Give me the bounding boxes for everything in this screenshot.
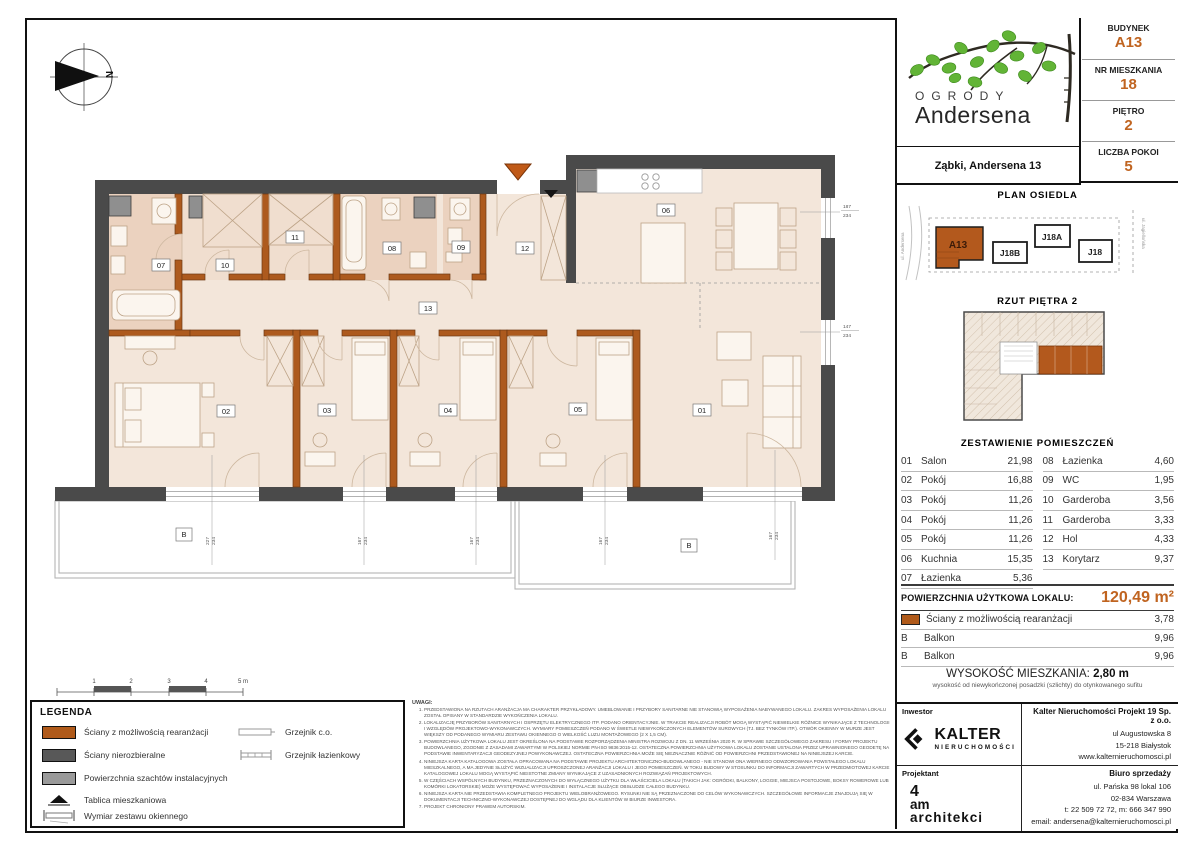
room-row: 11 Garderoba 3,33 (1043, 511, 1175, 531)
logo-andersena: Andersena (915, 102, 1031, 128)
svg-text:3: 3 (167, 679, 171, 685)
svg-text:09: 09 (456, 243, 466, 252)
svg-text:234: 234 (364, 536, 369, 545)
note-item: 6. NINIEJSZA KARTA NIE PRZEDSTAWIA KOMPLETNEGO PROJEKTU WIELOBRANŻOWEGO. RYSUNKI NIE SĄ PRZEZNACZONE DO CELÓW WYKONAWCZYCH. SZCZEGÓŁOWE INFORMACJE ZNAJDUJĄ SIĘ W DOKUMENTACJI TECHNICZNO-WYKONAWCZEJ DOSTĘPNEJ DO WGLĄDU DLA KLIENTÓW W BIURZE INWESTORA. (424, 791, 892, 803)
dark-wall-swatch (42, 749, 76, 762)
extra-row-walls: Ściany z możliwością rearanżacji 3,78 (901, 611, 1174, 630)
svg-text:5 m: 5 m (237, 679, 249, 685)
rooms-table (901, 452, 1174, 589)
height-value: 2,80 m (1093, 668, 1129, 680)
svg-text:11: 11 (291, 233, 299, 242)
svg-text:J18: J18 (1087, 247, 1103, 257)
svg-text:A13: A13 (948, 240, 968, 251)
rooms-table-title: ZESTAWIENIE POMIESZCZEŃ (960, 438, 1115, 449)
legend-item-orange-walls: Ściany z możliwością rearanżacji (42, 724, 208, 740)
svg-text:234: 234 (605, 536, 610, 545)
svg-text:147: 147 (843, 325, 852, 330)
svg-text:234: 234 (843, 334, 852, 339)
info-row-budynek: BUDYNEK A13 (1107, 23, 1150, 51)
kalter-mark-icon (902, 722, 928, 756)
extra-row-balcony-2: B Balkon 9,96 (901, 648, 1174, 667)
extra-row-balcony-1: B Balkon 9,96 (901, 630, 1174, 649)
svg-text:02: 02 (221, 407, 231, 416)
street-label-left: ul. Andersena (900, 232, 905, 260)
floor-overview-title: RZUT PIĘTRA 2 (997, 296, 1078, 307)
orange-wall-swatch (42, 726, 76, 739)
note-item: 2. LOKALIZACJĘ PRZYBORÓW SANITARNYCH I OSPRZĘTU ELEKTRYCZNEGO ITP. PODANO ORIENTACYJNIE. W TRAKCIE REALIZACJI ROBÓT MOGĄ WYSTĄPIĆ NIEWIELKIE RÓŻNICE WYNIKAJĄCE Z TECHNOLOGII I WZGLĘDÓW PROJEKTOWO-WYKONAWCZYCH. WYMIARY POMIESZCZEŃ PODANO W ŚWIETLE NIEWYKOŃCZONYCH ELEMENTÓW SUROWYCH (TJ. BEZ TYNKÓW ITP.). OTWÓR OKIENNY W MURZE JEST WIĘKSZY OD PODANEGO WYMIARU ZESTAWU OKIENNEGO O WIELKOŚĆ LUZU MONTAŻOWEGO (2 X 1,5 CM). (424, 720, 892, 738)
logo-ogrody: OGRODY (915, 89, 1011, 103)
highlighted-apartment[interactable] (1039, 346, 1102, 374)
legend-item-dark-walls: Ściany nierozbieralne (42, 747, 165, 763)
sales-email-link[interactable]: email: andersena@kalternieruchomosci.pl (1031, 816, 1171, 826)
svg-text:4: 4 (204, 679, 208, 685)
legend-item-shafts: Powierzchnia szachtów instalacyjnych (42, 770, 228, 786)
site-plan-title: PLAN OSIEDLA (997, 190, 1078, 201)
svg-text:01: 01 (697, 406, 707, 415)
room-row: 05 Pokój 11,26 (901, 530, 1033, 550)
sales-office-cell: Biuro sprzedaży ul. Pańska 98 lokal 106 02-834 Warszawa t: 22 509 72 72, m: 666 347 990 email: andersena@kalternieruchomosci.pl (1022, 766, 1178, 831)
svg-text:05: 05 (573, 405, 583, 414)
svg-text:04: 04 (443, 406, 453, 415)
window-dimension-icon (42, 808, 76, 824)
svg-text:167: 167 (599, 536, 604, 545)
balcony-label: B (686, 541, 692, 550)
company-cell: Kalter Nieruchomości Projekt 19 Sp. z o.o. ul Augustowska 8 15-218 Białystok www.kalternieruchomosci.pl (1022, 704, 1178, 766)
svg-text:13: 13 (423, 304, 433, 313)
street-label-right: ul. Jagiellońska (1141, 218, 1146, 249)
svg-text:07: 07 (156, 261, 166, 270)
room-row: 01 Salon 21,98 (901, 452, 1033, 472)
room-row: 10 Garderoba 3,56 (1043, 491, 1175, 511)
svg-text:10: 10 (220, 261, 230, 270)
inwestor-cell: Inwestor KALTER NIERUCHOMOŚCI (897, 704, 1022, 766)
projektant-cell: Projektant 4 am architekci (897, 766, 1022, 831)
svg-text:N: N (103, 71, 114, 79)
apartment-info-panel (1079, 18, 1178, 183)
info-row-mieszkanie: NR MIESZKANIA 18 (1082, 59, 1175, 100)
area-summary (901, 584, 1174, 667)
note-item: 3. POWIERZCHNIA UŻYTKOWA LOKALU JEST OKREŚLONA NA PODSTAWIE ROZPORZĄDZENIA MINISTRA ROZWOJU Z DN. 11 WRZEŚNIA 2020 R. W SPRAWIE SZCZEGÓŁOWEGO ZAKRESU I FORMY PROJEKTU BUDOWLANEGO, ZGODNIE Z ZASADAMI ZAWARTYMI W POLSKIEJ NORMIE PN-ISO 9836:2015-12. OSTATECZNA POWIERZCHNIA UŻYTKOWA LOKALU ZOSTANIE USTALONA PRZEZ UPRAWNIONEGO GEODETĘ NA PODSTAWIE INWENTARYZACJI GEODEZYJNEJ POWYKONAWCZEJ. OSTATECZNA POWIERZCHNIA MOŻE SIĘ NIEZNACZNIE RÓŻNIĆ OD POWIERZCHNI PRZEDSTAWIONEJ NA NINIEJSZEJ KARCIE. (424, 739, 892, 757)
svg-text:234: 234 (843, 214, 852, 219)
rooms-table-left (901, 452, 1033, 589)
balcony-label: B (181, 530, 187, 539)
legend-title: LEGENDA (40, 707, 93, 718)
tablica-icon (42, 794, 76, 807)
notes-title: UWAGI: (412, 700, 433, 706)
4am-architekci-logo: 4 am architekci (910, 783, 984, 825)
notes-block (412, 700, 892, 811)
scale-bar (57, 679, 248, 696)
svg-text:J18B: J18B (999, 248, 1021, 258)
logo-wordmark (915, 90, 1031, 127)
kalter-logo: KALTER NIERUCHOMOŚCI (902, 722, 1016, 756)
svg-text:12: 12 (520, 244, 530, 253)
svg-text:187: 187 (843, 205, 852, 210)
svg-text:03: 03 (322, 406, 332, 415)
apartment-height: WYSOKOŚĆ MIESZKANIA: 2,80 m wysokość od niewykończonej posadzki (szlichty) do otynkowanego sufitu (897, 668, 1178, 689)
usable-area-value: 120,49 m² (1101, 589, 1174, 606)
svg-text:227: 227 (206, 536, 211, 545)
svg-text:234: 234 (212, 536, 217, 545)
room-row: 07 Łazienka 5,36 (901, 570, 1033, 590)
right-info-column (895, 18, 1178, 829)
room-row: 02 Pokój 16,88 (901, 472, 1033, 492)
orange-wall-swatch (901, 614, 920, 625)
legend-box (30, 700, 405, 828)
room-row: 06 Kuchnia 15,35 (901, 550, 1033, 570)
room-row: 12 Hol 4,33 (1043, 530, 1175, 550)
radiator-co-icon (237, 726, 277, 738)
site-plan-map (897, 202, 1178, 284)
room-row: 08 Łazienka 4,60 (1043, 452, 1175, 472)
svg-text:234: 234 (775, 531, 780, 540)
logo-box (897, 18, 1081, 185)
rooms-table-right (1043, 452, 1175, 589)
contact-block (897, 702, 1178, 829)
info-row-pokoje: LICZBA POKOI 5 (1082, 141, 1175, 182)
height-note: wysokość od niewykończonej posadzki (szlichty) do otynkowanego sufitu (932, 682, 1143, 689)
north-arrow-icon (50, 43, 118, 111)
room-row: 13 Korytarz 9,37 (1043, 550, 1175, 570)
entrance-arrow-icon (505, 164, 531, 180)
note-item: 7. PROJEKT CHRONIONY PRAWEM AUTORSKIM. (424, 804, 892, 810)
room-row: 03 Pokój 11,26 (901, 491, 1033, 511)
svg-text:2: 2 (129, 679, 133, 685)
svg-text:234: 234 (476, 536, 481, 545)
floor-overview-map (897, 308, 1178, 434)
balconies (55, 501, 795, 589)
legend-item-window-dim: Wymiar zestawu okiennego (42, 808, 188, 824)
info-row-pietro: PIĘTRO 2 (1082, 100, 1175, 141)
note-item: 4. NINIEJSZA KARTA KATALOGOWA ZOSTAŁA OPRACOWANA NA PODSTAWIE PROJEKTU ARCHITEKTONICZNO-BUDOWLANEGO - NIE STANOWI ONA WIERNEGO ODWZOROWANIA POWSTAŁEGO LOKALU MIESZKALNEGO, A MA JEDYNIE SŁUŻYĆ WIZUALIZACJI UPROSZCZONEJ ARANŻACJI LOKALU I JEGO POMIESZCZEŃ. W TOKU BUDOWY W STOSUNKU DO INFORMACJI ZAWARTYCH W PRZEDMIOTOWEJ KARCIE KATALOGOWEJ LOKALU MOGĄ WYSTĄPIĆ NIEISTOTNE ZMIANY WYNIKAJĄCE Z UZASADNIONYCH ROZWIĄZAŃ PROJEKTOWYCH. (424, 759, 892, 777)
svg-text:06: 06 (661, 206, 671, 215)
shaft-swatch (42, 772, 76, 785)
radiator-bathroom-icon (237, 749, 277, 761)
svg-text:J18A: J18A (1041, 232, 1063, 242)
room-row: 09 WC 1,95 (1043, 472, 1175, 492)
legend-item-tablica: Tablica mieszkaniowa (42, 792, 166, 808)
company-website-link[interactable]: www.kalternieruchomosci.pl (1078, 752, 1171, 762)
legend-item-radiator-bath: Grzejnik łazienkowy (237, 747, 360, 763)
svg-text:167: 167 (769, 531, 774, 540)
address-strip: Ząbki, Andersena 13 (897, 146, 1079, 184)
legend-item-radiator-co: Grzejnik c.o. (237, 724, 332, 740)
svg-text:08: 08 (387, 244, 397, 253)
usable-area-row: POWIERZCHNIA UŻYTKOWA LOKALU: 120,49 m² (901, 584, 1174, 611)
room-row: 04 Pokój 11,26 (901, 511, 1033, 531)
note-item: 5. W CZĘŚCIACH WSPÓLNYCH BUDYNKU, PRZEZNACZONYCH DO WYŁĄCZNEGO UŻYTKU DLA WŁAŚCICIELA LOKALU (TAKICH JAK: OGRÓDKI, BALKONY, LOGGIE, MIEJSCA POSTOJOWE, BOKSY ROWEROWE LUB KOMÓRKI LOKATORSKIE) MOŻE WYSTĘPOWAĆ WYPOSAŻENIE I INSTALACJE SŁUŻĄCE OBSŁUDZE CAŁEGO BUDYNKU. (424, 778, 892, 790)
note-item: 1. PRZEDSTAWIONA NA RZUTACH ARANŻACJA MA CHARAKTER PRZYKŁADOWY. UMEBLOWANIE I PRZYBORY SANITARNE NIE STANOWIĄ WYPOSAŻENIA NABYWANEGO LOKALU. ZAKRES WYPOSAŻENIA LOKALU ZOSTAŁ OPISANY W STANDARDZIE WYKOŃCZENIA LOKALU. (424, 707, 892, 719)
notes-list (412, 707, 892, 810)
svg-text:167: 167 (358, 536, 363, 545)
svg-text:167: 167 (470, 536, 475, 545)
svg-text:1: 1 (92, 679, 96, 685)
